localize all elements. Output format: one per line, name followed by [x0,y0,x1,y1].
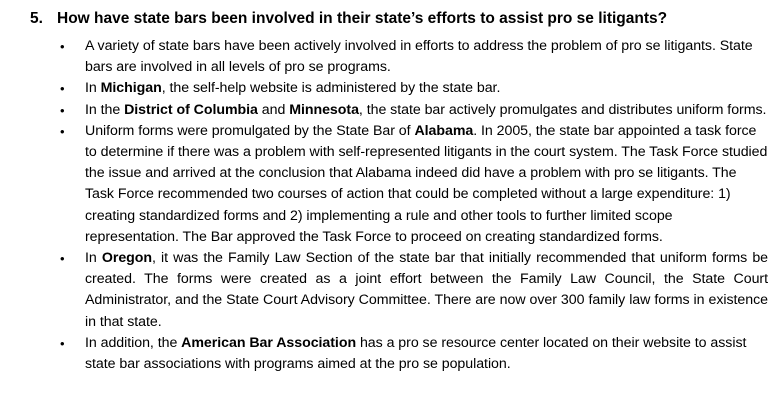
bullet-bold-alabama: Alabama [414,122,474,139]
bullet-icon: • [60,81,65,97]
question-number: 5. [30,10,43,27]
bullet-text-post: has a pro se resource center located on their website to assist state bar associations with programs aimed at the pro se population. [85,334,747,373]
bullet-item-state-bars [58,36,768,78]
bullet-text-post: , the state bar actively promulgates and distributes uniform forms. [358,101,767,118]
bullet-text-post: , the self-help website is administered by the state bar. [161,80,501,97]
bullet-icon: • [60,102,65,118]
bullet-text-pre: In addition, the [85,334,182,351]
bullet-item-alabama [58,121,768,248]
bullet-bold-oregon: Oregon [101,250,153,267]
bullet-icon: • [60,39,65,54]
bullet-item-oregon [58,248,768,333]
bullet-text-mid: and [257,101,290,118]
bullet-text-pre: In [85,80,101,97]
bullet-icon: • [60,123,65,139]
bullet-text-pre: In [85,250,102,267]
question-text: How have state bars been involved in their state’s efforts to assist pro se litigants? [57,10,668,27]
bullet-item-dc-minnesota [58,100,768,121]
bullet-text-pre: Uniform forms were promulgated by the State Bar of [85,122,415,139]
bullet-icon: • [60,251,65,267]
answer-bullet-list [58,36,768,375]
bullet-item-aba [58,333,768,375]
bullet-item-michigan [58,78,768,99]
bullet-icon: • [60,335,65,351]
bullet-text: A variety of state bars have been actively involved in efforts to address the problem of pro se litigants. State bars are involved in all levels of pro se programs. [85,38,753,76]
question-heading [30,8,667,30]
bullet-bold-minnesota: Minnesota [289,101,359,118]
bullet-bold-dc: District of Columbia [124,101,258,118]
bullet-text-post: , it was the Family Law Section of the state bar that initially recommended that uniform forms be created. The forms were created as a joint effort between the Family Law Council, the State Court Administrator, and the State Court Advisory Committee. There are now over 300 family law forms in existence in that state. [85,250,769,330]
bullet-bold-aba: American Bar Association [181,334,357,351]
bullet-text-pre: In the [85,101,125,118]
bullet-text-post: . In 2005, the state bar appointed a task force to determine if there was a problem with self-represented litigants in the court system. The Task Force studied the issue and arrived at the conclusion that Alabama indeed did have a problem with pro se litigants. The Task Force recommended two courses of action that could be completed without a large expenditure: 1) creating standardized forms and 2) implementing a rule and other tools to further limited scope representation. The Bar approved the Task Force to proceed on creating standardized forms. [85,122,768,245]
bullet-bold-michigan: Michigan [100,80,162,97]
